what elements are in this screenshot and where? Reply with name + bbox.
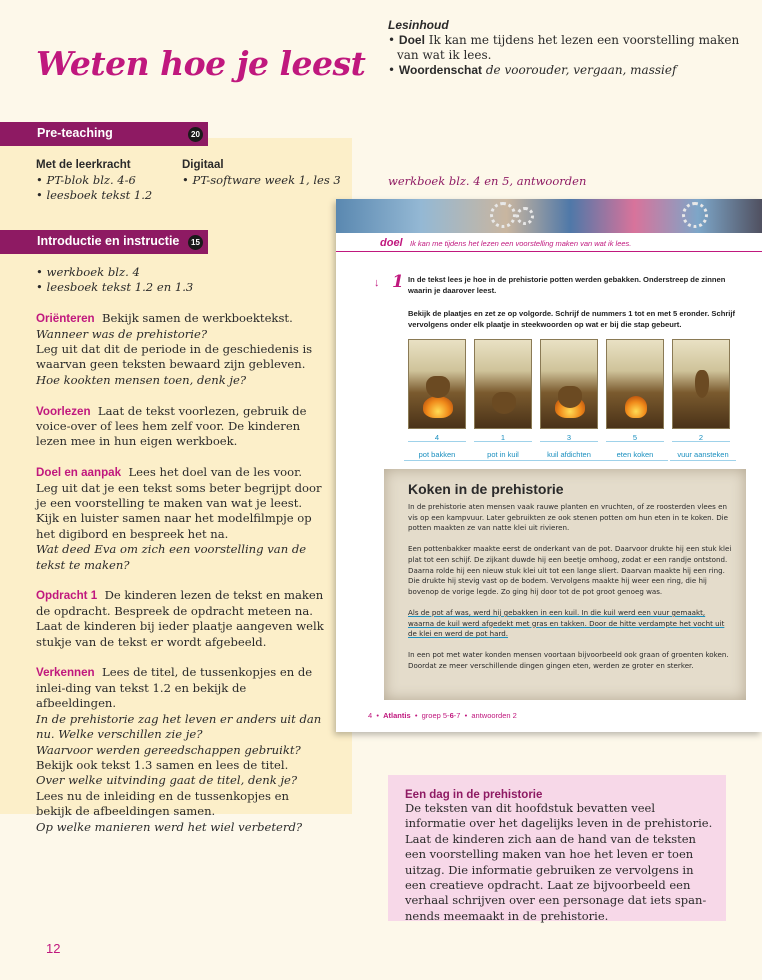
workbook-page-image bbox=[336, 199, 762, 732]
reading-text-body bbox=[408, 502, 732, 682]
answer-line bbox=[672, 441, 730, 442]
section-verkennen: Verkennen Lees de titel, de tussenkopjes en de inlei-ding van tekst 1.2 en bekijk de afbeeldingen. In de prehistorie zag het leven er anders uit dan nu. Welke verschillen zie je? Waarvoor werden gereedschappen gebruikt? Bekijk ook tekst 1.3 samen en lees de titel. Over welke uitvinding gaat de titel, denk je? Lees nu de inleiding en de tussenkopjes en bekijk de afbeeldingen samen. Op welke manieren werd het wiel verbeterd? bbox=[36, 665, 322, 834]
paragraph: In de prehistorie aten mensen vaak rauwe planten en vruchten, of ze roosterden vlees en vis op een kampvuur. Later gebruikten ze ook stenen potten om hun eten in te koken. Die potten maakten ze van natte klei uit rivieren. bbox=[408, 502, 728, 533]
section-orienteren: Oriënteren Bekijk samen de werkboektekst. Wanneer was de prehistorie? Leg uit dat dit de periode in de geschiedenis is waarvan geen teksten bewaard zijn gebleven. Hoe kookten mensen toen, denk je? bbox=[36, 311, 313, 387]
cooking-picture bbox=[606, 339, 664, 429]
gear-icon bbox=[682, 202, 708, 228]
paragraph: Een pottenbakker maakte eerst de onderkant van de pot. Daarvoor drukte hij een stuk klei plat tot een schijf. De zijkant duwde hij een beetje omhoog, zodat er een randje ontstond. Daarna rolde hij een nieuw stuk klei uit tot een lange sliert. Daarvan maakte hij een ring. Die drukte hij stevig vast op de bodem. Vervolgens maakte hij weer een ring, die hij bovenop de vorige legde. Zo ging hij door tot de pot groot genoeg was. bbox=[408, 544, 732, 596]
picture-number: 2 bbox=[698, 433, 704, 442]
page-title: Weten hoe je leest bbox=[36, 44, 366, 83]
workbook-doel-label: doel bbox=[380, 237, 403, 249]
fire-lighting-picture bbox=[672, 339, 730, 429]
picture-number: 3 bbox=[566, 433, 572, 442]
intro-minutes-badge: 15 bbox=[188, 235, 203, 250]
section-doel-en-aanpak: Doel en aanpak Lees het doel van de les voor. Leg uit dat je een tekst soms beter begrijpt door je een voorstelling te maken van wat je leest. Kijk en luister samen naar het modelfilmpje op het digibord en bespreek het na. Wat deed Eva om zich een voorstelling van de tekst te maken? bbox=[36, 465, 322, 572]
intro-title: Introductie en instructie bbox=[37, 234, 180, 248]
gear-icon bbox=[516, 207, 534, 225]
exercise-instruction-1: In de tekst lees je hoe in de prehistorie potten werden gebakken. Onderstreep de zinnen waarin je daarover leest. bbox=[408, 275, 726, 295]
lesinhoud-title: Lesinhoud bbox=[388, 18, 449, 32]
preteaching-col-leerkracht bbox=[36, 158, 196, 203]
preteaching-title: Pre-teaching bbox=[37, 126, 113, 140]
exercise-instruction-2: Bekijk de plaatjes en zet ze op volgorde. Schrijf de nummers 1 tot en met 5 eronder. Schrijf vervolgens onder elk plaatje in steekwoorden op wat er bij die stap gebeurt. bbox=[408, 309, 736, 329]
picture-label: pot bakken bbox=[404, 450, 470, 461]
preteaching-minutes-badge: 20 bbox=[188, 127, 203, 142]
section-voorlezen: Voorlezen Laat de tekst voorlezen, gebruik de voice-over of lees hem zelf voor. De kinderen lezen mee in hun eigen werkboek. bbox=[36, 403, 307, 449]
pot-baking-picture bbox=[408, 339, 466, 429]
picture-number: 5 bbox=[632, 433, 638, 442]
workbook-banner bbox=[336, 199, 762, 233]
pot-in-pit-picture bbox=[474, 339, 532, 429]
col-heading: Met de leerkracht bbox=[36, 159, 131, 171]
reading-text-panel bbox=[384, 469, 746, 700]
answer-line bbox=[540, 441, 598, 442]
underlined-paragraph: Als de pot af was, werd hij gebakken in een kuil. In die kuil werd een vuur gemaakt, waarna de kuil werd afgedekt met gras en takken. Door de hitte verdampte het vocht uit de klei en werd de pot hard. bbox=[408, 607, 725, 639]
col-heading: Digitaal bbox=[182, 159, 224, 171]
woordenschat-label: Woordenschat bbox=[398, 63, 483, 77]
intro-bar bbox=[0, 230, 208, 254]
picture-number: 1 bbox=[500, 433, 506, 442]
list-item: • PT-blok blz. 4-6 bbox=[36, 173, 136, 187]
exercise-number: 1 bbox=[392, 272, 404, 292]
preteaching-col-digitaal bbox=[182, 158, 342, 188]
list-item: • PT-software week 1, les 3 bbox=[182, 173, 341, 187]
section-opdracht-1: Opdracht 1 De kinderen lezen de tekst en maken de opdracht. Bespreek de opdracht meteen na. Laat de kinderen bij ieder plaatje aangeven welk stukje van de tekst er wordt afgebeeld. bbox=[36, 588, 324, 649]
picture-label: vuur aansteken bbox=[670, 450, 736, 461]
picture-label: kuil afdichten bbox=[536, 450, 602, 461]
doel-label: Doel bbox=[398, 33, 425, 47]
page-number: 12 bbox=[46, 941, 61, 956]
doel-text: Ik kan me tijdens het lezen een voorstelling maken van wat ik lees. bbox=[397, 33, 740, 62]
workbook-footer: 4 • Atlantis • groep 5-6-7 • antwoorden 2 bbox=[368, 711, 517, 720]
preteaching-bar bbox=[0, 122, 208, 146]
picture-number: 4 bbox=[434, 433, 440, 442]
woordenschat-text: de voorouder, vergaan, massief bbox=[485, 63, 677, 77]
list-item: • leesboek tekst 1.2 bbox=[36, 188, 153, 202]
reading-text-title: Koken in de prehistorie bbox=[408, 481, 564, 497]
lesinhoud-woordenschat: • Woordenschat de voorouder, vergaan, massief bbox=[388, 63, 677, 77]
workbook-caption: werkboek blz. 4 en 5, antwoorden bbox=[388, 174, 587, 188]
tip-box-body: De teksten van dit hoofdstuk bevatten veel informatie over het dagelijks leven in de prehistorie. Laat de kinderen zich aan de hand van de teksten een voorstelling maken van hoe het leven er toen uitzag. Die informatie gebruiken ze vervolgens in een creatieve opdracht. Laat ze bijvoorbeeld een verhaal schrijven over een personage dat iets span-nends meemaakt in de prehistorie. bbox=[405, 801, 713, 923]
intro-body bbox=[36, 265, 324, 850]
answer-line bbox=[606, 441, 664, 442]
tip-box-title: Een dag in de prehistorie bbox=[405, 789, 543, 801]
workbook-doel-text: Ik kan me tijdens het lezen een voorstelling maken van wat ik lees. bbox=[410, 239, 632, 248]
intro-materials: • werkboek blz. 4 • leesboek tekst 1.2 en 1.3 bbox=[36, 265, 194, 295]
lesinhoud-block bbox=[388, 18, 748, 78]
paragraph: In een pot met water konden mensen voortaan bijvoorbeeld ook graan of groenten koken. Doordat ze meer verschillende dingen gingen eten, werden ze groter en sterker. bbox=[408, 650, 729, 670]
picture-label: eten koken bbox=[602, 450, 668, 461]
picture-label: pot in kuil bbox=[470, 450, 536, 461]
answer-line bbox=[408, 441, 466, 442]
gear-icon bbox=[490, 202, 516, 228]
tip-box bbox=[388, 775, 726, 921]
lesinhoud-doel: • Doel Ik kan me tijdens het lezen een voorstelling maken van wat ik lees. bbox=[388, 33, 740, 62]
answer-line bbox=[474, 441, 532, 442]
pit-cover-picture bbox=[540, 339, 598, 429]
arrow-down-icon: ↓ bbox=[374, 277, 380, 289]
